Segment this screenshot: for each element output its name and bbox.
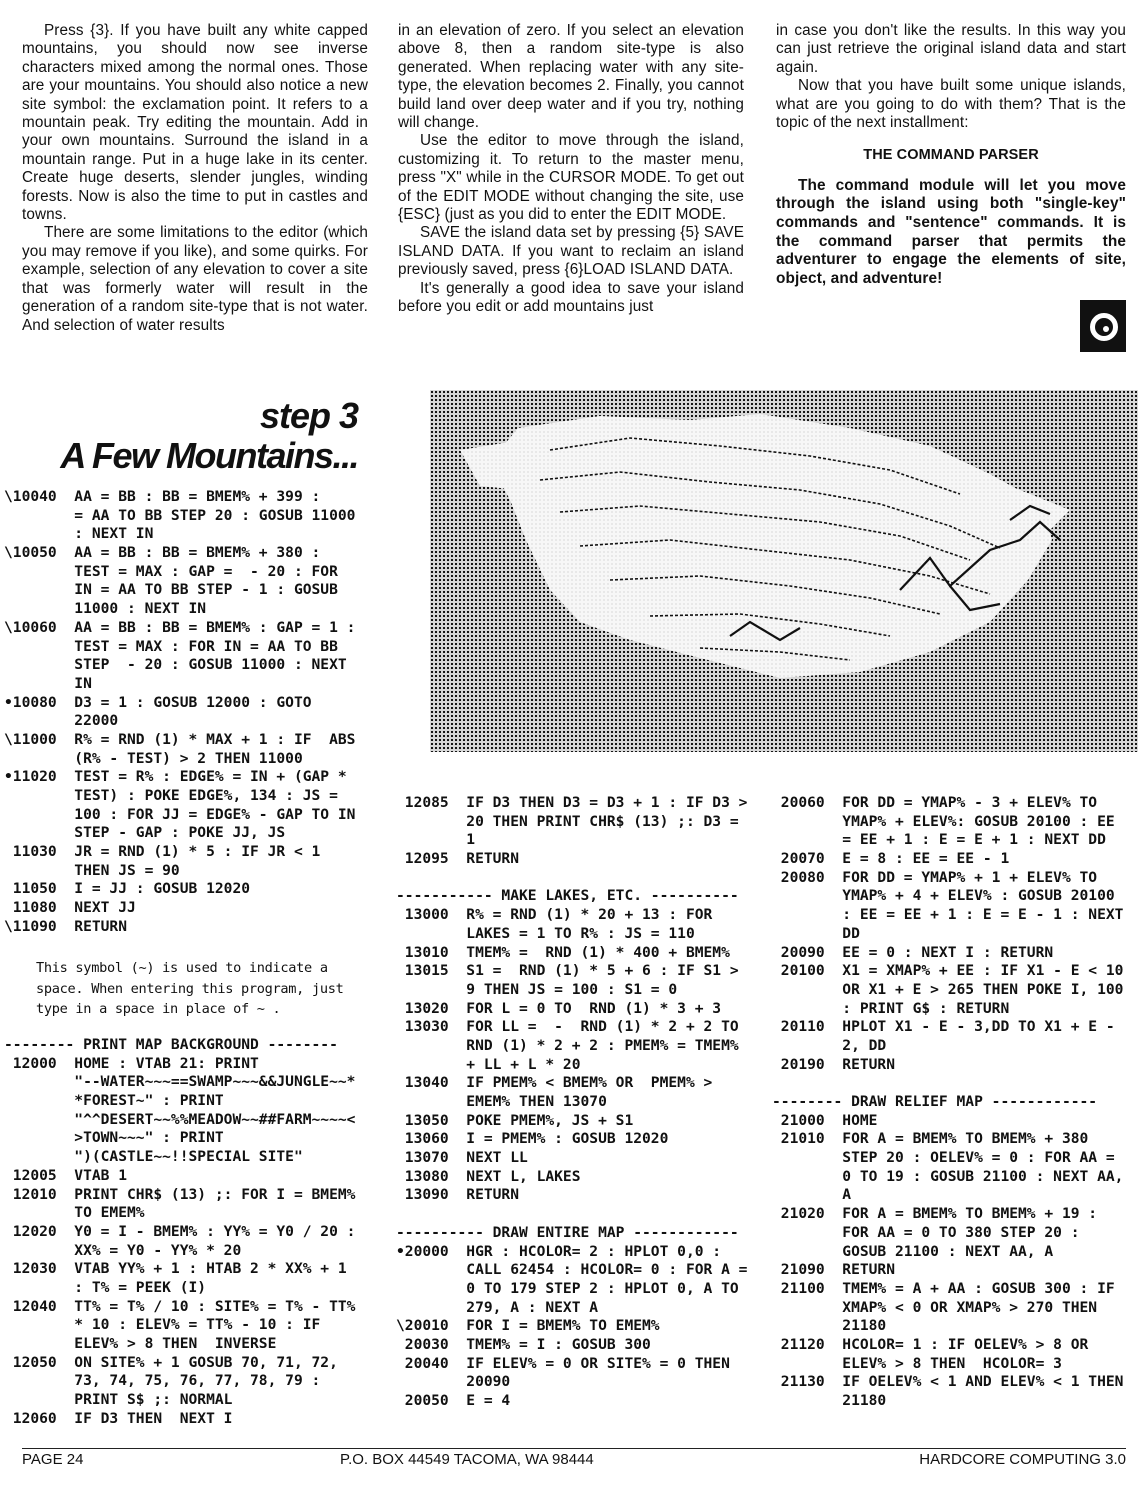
step-subtitle: A Few Mountains... bbox=[60, 435, 358, 476]
code-line: 1 bbox=[396, 831, 476, 849]
paragraph: in case you don't like the results. In this way you can just retrieve the original island data and start again. bbox=[776, 22, 1126, 76]
code-line: PRINT S$ ;: NORMAL bbox=[4, 1391, 233, 1409]
paragraph: SAVE the island data set by pressing {5} SAVE ISLAND DATA. If you want to reclaim an island previously saved, press {6}LOAD ISLAND DATA. bbox=[398, 224, 744, 279]
code-line: 20060 FOR DD = YMAP% - 3 + ELEV% TO bbox=[772, 794, 1098, 811]
code-line: \10040 AA = BB : BB = BMEM% + 399 : bbox=[4, 488, 321, 505]
code-line: 21120 HCOLOR= 1 : IF OELEV% > 8 OR bbox=[772, 1335, 1089, 1353]
relief-map-image bbox=[430, 390, 1138, 752]
code-line: \10050 AA = BB : BB = BMEM% + 380 : bbox=[4, 544, 321, 562]
article-column-3 bbox=[776, 22, 1126, 288]
code-line: 20110 HPLOT X1 - E - 3,DD TO X1 + E - bbox=[772, 1018, 1115, 1036]
code-line: TEST = MAX : GAP = - 20 : FOR bbox=[4, 562, 338, 580]
code-line: •11020 TEST = R% : EDGE% = IN + (GAP * bbox=[4, 768, 347, 786]
code-line: 100 : FOR JJ = EDGE% - GAP TO IN bbox=[4, 805, 356, 823]
code-line: TO EMEM% bbox=[4, 1204, 145, 1222]
code-line: 20030 TMEM% = I : GOSUB 300 bbox=[396, 1335, 651, 1353]
code-line bbox=[396, 869, 747, 888]
code-line: >TOWN~~~" : PRINT bbox=[4, 1129, 224, 1147]
code-line: 11080 NEXT JJ bbox=[4, 899, 136, 917]
code-line: 21130 IF OELEV% < 1 AND ELEV% < 1 THEN bbox=[772, 1373, 1124, 1391]
code-line: 20 THEN PRINT CHR$ (13) ;: D3 = bbox=[396, 812, 739, 830]
code-line: GOSUB 21100 : NEXT AA, A bbox=[772, 1242, 1054, 1260]
code-line: ELEV% > 8 THEN INVERSE bbox=[4, 1335, 277, 1352]
bold-paragraph: The command module will let you move through the island using both "single-key" commands and "sentence" commands. It is the command parser that permits the adventurer to engage the elements of site, object, and adventure! bbox=[776, 176, 1126, 287]
code-line: "--WATER~~~==SWAMP~~~&&JUNGLE~~* bbox=[4, 1073, 356, 1091]
code-line: 12020 Y0 = I - BMEM% : YY% = Y0 / 20 : bbox=[4, 1222, 356, 1240]
code-line: 13010 TMEM% = RND (1) * 400 + BMEM% bbox=[396, 943, 730, 961]
code-line: YMAP% + ELEV%: GOSUB 20100 : EE bbox=[772, 812, 1115, 830]
code-line: STEP - 20 : GOSUB 11000 : NEXT bbox=[4, 656, 347, 674]
code-line: 13080 NEXT L, LAKES bbox=[396, 1167, 581, 1185]
code-line: 13090 RETURN bbox=[396, 1186, 520, 1204]
code-line: \11090 RETURN bbox=[4, 917, 128, 935]
code-line: TEST = MAX : FOR IN = AA TO BB bbox=[4, 637, 338, 655]
code-line: 13070 NEXT LL bbox=[396, 1149, 528, 1167]
code-line: 21100 TMEM% = A + AA : GOSUB 300 : IF bbox=[772, 1279, 1115, 1297]
article-column-2 bbox=[398, 22, 744, 317]
code-line: 12095 RETURN bbox=[396, 850, 520, 868]
code-line: ")(CASTLE~~!!SPECIAL SITE" bbox=[4, 1148, 303, 1166]
code-line: \11000 R% = RND (1) * MAX + 1 : IF ABS bbox=[4, 730, 356, 748]
code-line: : EE = EE + 1 : E = E - 1 : NEXT bbox=[772, 906, 1124, 924]
code-line: IN = AA TO BB STEP - 1 : GOSUB bbox=[4, 581, 338, 599]
code-line: "^^DESERT~~%%MEADOW~~##FARM~~~~< bbox=[4, 1110, 356, 1128]
article-column-1 bbox=[22, 22, 368, 335]
publisher-address: P.O. BOX 44549 TACOMA, WA 98444 bbox=[340, 1451, 594, 1468]
code-line: 21180 bbox=[772, 1317, 887, 1335]
paragraph: Use the editor to move through the island, customizing it. To return to the master menu, press "X" while in the CURSOR MODE. To get out of the EDIT MODE without changing the site, use {ESC} (just as you did to enter the EDIT MODE. bbox=[398, 132, 744, 224]
code-line: 20100 X1 = XMAP% + EE : IF X1 - E < 10 bbox=[772, 962, 1124, 980]
island-relief-drawing bbox=[430, 390, 1138, 752]
code-line: THEN JS = 90 bbox=[4, 861, 180, 879]
paragraph: in an elevation of zero. If you select an elevation above 8, then a random site-type is also generated. When replacing water with any site-type, the elevation becomes 2. Finally, you cannot build land over deep water and if you try, nothing will change. bbox=[398, 22, 744, 132]
code-listing-3 bbox=[772, 794, 1123, 1411]
code-line: -------- PRINT MAP BACKGROUND -------- bbox=[4, 1036, 338, 1053]
code-line: 11050 I = JJ : GOSUB 12020 bbox=[4, 880, 251, 898]
code-line: *FOREST~" : PRINT bbox=[4, 1092, 224, 1110]
code-line: 21090 RETURN bbox=[772, 1261, 896, 1279]
code-line: 20040 IF ELEV% = 0 OR SITE% = 0 THEN bbox=[396, 1354, 730, 1372]
code-line: 20190 RETURN bbox=[772, 1055, 896, 1073]
code-line: TEST) : POKE EDGE%, 134 : JS = bbox=[4, 787, 338, 804]
code-line: 12060 IF D3 THEN NEXT I bbox=[4, 1409, 233, 1427]
code-line: 12005 VTAB 1 bbox=[4, 1166, 128, 1184]
code-line: 12030 VTAB YY% + 1 : HTAB 2 * XX% + 1 bbox=[4, 1260, 347, 1278]
code-line: 13030 FOR LL = - RND (1) * 2 + 2 TO bbox=[396, 1018, 739, 1036]
code-line: = EE + 1 : E = E + 1 : NEXT DD bbox=[772, 831, 1106, 849]
paragraph: There are some limitations to the editor (which you may remove if you like), and some quirks. For example, selection of any elevation to cover a site that was formerly water will result in the generation of a random site-type that is not water. And selection of water results bbox=[22, 224, 368, 334]
code-line bbox=[396, 1205, 747, 1224]
end-of-article-icon bbox=[1080, 300, 1126, 352]
code-line: 13020 FOR L = 0 TO RND (1) * 3 + 3 bbox=[396, 999, 722, 1017]
code-line: 0 TO 179 STEP 2 : HPLOT 0, A TO bbox=[396, 1279, 739, 1297]
code-line: ELEV% > 8 THEN HCOLOR= 3 bbox=[772, 1354, 1062, 1372]
code-line: \10060 AA = BB : BB = BMEM% : GAP = 1 : bbox=[4, 618, 356, 636]
code-line: 20090 bbox=[396, 1373, 511, 1391]
code-line: 13040 IF PMEM% < BMEM% OR PMEM% > bbox=[396, 1074, 713, 1092]
code-line: •10080 D3 = 1 : GOSUB 12000 : GOTO bbox=[4, 693, 312, 711]
code-line: 73, 74, 75, 76, 77, 78, 79 : bbox=[4, 1372, 321, 1390]
code-line: 21000 HOME bbox=[772, 1111, 878, 1129]
code-line: \20010 FOR I = BMEM% TO EMEM% bbox=[396, 1317, 660, 1335]
page-footer bbox=[22, 1448, 1126, 1471]
code-listing-2 bbox=[396, 794, 747, 1411]
code-line: EMEM% THEN 13070 bbox=[396, 1093, 607, 1110]
code-line: ----------- MAKE LAKES, ETC. ---------- bbox=[396, 887, 739, 905]
code-line bbox=[772, 1074, 1123, 1093]
code-line: 11030 JR = RND (1) * 5 : IF JR < 1 bbox=[4, 843, 321, 861]
code-line: 9 THEN JS = 100 : S1 = 0 bbox=[396, 980, 678, 998]
code-line: FOR AA = 0 TO 380 STEP 20 : bbox=[772, 1223, 1080, 1241]
code-line: 12000 HOME : VTAB 21: PRINT bbox=[4, 1054, 259, 1072]
code-line: 12010 PRINT CHR$ (13) ;: FOR I = BMEM% bbox=[4, 1185, 356, 1203]
code-line: CALL 62454 : HCOLOR= 0 : FOR A = bbox=[396, 1261, 748, 1279]
code-line: XMAP% < 0 OR XMAP% > 270 THEN bbox=[772, 1298, 1098, 1316]
code-line: OR X1 + E > 265 THEN POKE I, 100 bbox=[772, 980, 1124, 998]
code-line: (R% - TEST) > 2 THEN 11000 bbox=[4, 749, 303, 767]
code-line: 21020 FOR A = BMEM% TO BMEM% + 19 : bbox=[772, 1205, 1098, 1223]
code-line: STEP - GAP : POKE JJ, JS bbox=[4, 824, 286, 842]
code-listing-1b bbox=[4, 1036, 355, 1428]
code-line: XX% = Y0 - YY% * 20 bbox=[4, 1241, 242, 1259]
paragraph: Now that you have built some unique islands, what are you going to do with them? That is the topic of the next installment: bbox=[776, 77, 1126, 132]
code-line: ---------- DRAW ENTIRE MAP ------------ bbox=[396, 1223, 739, 1241]
code-line: 11000 : NEXT IN bbox=[4, 600, 207, 618]
magazine-name: HARDCORE COMPUTING 3.0 bbox=[919, 1451, 1126, 1468]
code-line: : NEXT IN bbox=[4, 525, 154, 543]
code-line: A bbox=[772, 1186, 852, 1204]
code-line: 279, A : NEXT A bbox=[396, 1298, 599, 1316]
code-line: * 10 : ELEV% = TT% - 10 : IF bbox=[4, 1316, 321, 1334]
code-line: 13060 I = PMEM% : GOSUB 12020 bbox=[396, 1130, 669, 1148]
paragraph: Press {3}. If you have built any white capped mountains, you should now see inverse characters mixed among the normal ones. Those are your mountains. You should also notice a new site symbol: the exclamation point. It refers to a mountain peak. Try editing the mountain. Add in your own mountains. Surround the island in a mountain range. Put in a huge lake in its center. Create huge deserts, slender jungles, winding forests. Now is also the time to put in castles and towns. bbox=[22, 22, 368, 224]
code-line: DD bbox=[772, 924, 860, 942]
code-line: 2, DD bbox=[772, 1036, 887, 1054]
page-number: PAGE 24 bbox=[22, 1451, 84, 1468]
code-line: LAKES = 1 TO R% : JS = 110 bbox=[396, 924, 695, 942]
section-heading: THE COMMAND PARSER bbox=[863, 147, 1039, 164]
code-listing-1 bbox=[4, 488, 355, 937]
code-line: 21180 bbox=[772, 1392, 887, 1409]
code-line: 0 TO 19 : GOSUB 21100 : NEXT AA, bbox=[772, 1167, 1124, 1185]
code-line: 13015 S1 = RND (1) * 5 + 6 : IF S1 > bbox=[396, 962, 739, 980]
code-line: 12040 TT% = T% / 10 : SITE% = T% - TT% bbox=[4, 1297, 356, 1315]
code-line: •20000 HGR : HCOLOR= 2 : HPLOT 0,0 : bbox=[396, 1242, 722, 1260]
code-line: STEP 20 : OELEV% = 0 : FOR AA = bbox=[772, 1149, 1115, 1167]
code-line: 20050 E = 4 bbox=[396, 1392, 511, 1409]
code-line: YMAP% + 4 + ELEV% : GOSUB 20100 bbox=[772, 887, 1115, 905]
symbol-note: This symbol (~) is used to indicate a space. When entering this program, just type in a space in place of ~ . bbox=[36, 960, 344, 1017]
code-line: 13000 R% = RND (1) * 20 + 13 : FOR bbox=[396, 906, 713, 924]
code-line: 22000 bbox=[4, 712, 119, 730]
code-line: -------- DRAW RELIEF MAP ------------ bbox=[772, 1093, 1098, 1110]
code-line: IN bbox=[4, 674, 92, 692]
code-line: 20070 E = 8 : EE = EE - 1 bbox=[772, 850, 1010, 868]
code-line: 12050 ON SITE% + 1 GOSUB 70, 71, 72, bbox=[4, 1353, 338, 1371]
code-line: : PRINT G$ : RETURN bbox=[772, 999, 1010, 1017]
step-title bbox=[60, 396, 358, 476]
code-line: 12085 IF D3 THEN D3 = D3 + 1 : IF D3 > bbox=[396, 794, 748, 811]
code-line: : T% = PEEK (I) bbox=[4, 1278, 207, 1296]
code-line: 21010 FOR A = BMEM% TO BMEM% + 380 bbox=[772, 1130, 1089, 1148]
code-line: 20090 EE = 0 : NEXT I : RETURN bbox=[772, 943, 1054, 961]
paragraph: It's generally a good idea to save your island before you edit or add mountains just bbox=[398, 279, 744, 316]
code-line: RND (1) * 2 + 2 : PMEM% = TMEM% bbox=[396, 1036, 739, 1054]
code-line: + LL + L * 20 bbox=[396, 1055, 581, 1073]
code-line: 20080 FOR DD = YMAP% + 1 + ELEV% TO bbox=[772, 868, 1098, 886]
step-number: step 3 bbox=[259, 395, 358, 436]
code-line: = AA TO BB STEP 20 : GOSUB 11000 bbox=[4, 506, 356, 524]
code-line: 13050 POKE PMEM%, JS + S1 bbox=[396, 1111, 634, 1129]
